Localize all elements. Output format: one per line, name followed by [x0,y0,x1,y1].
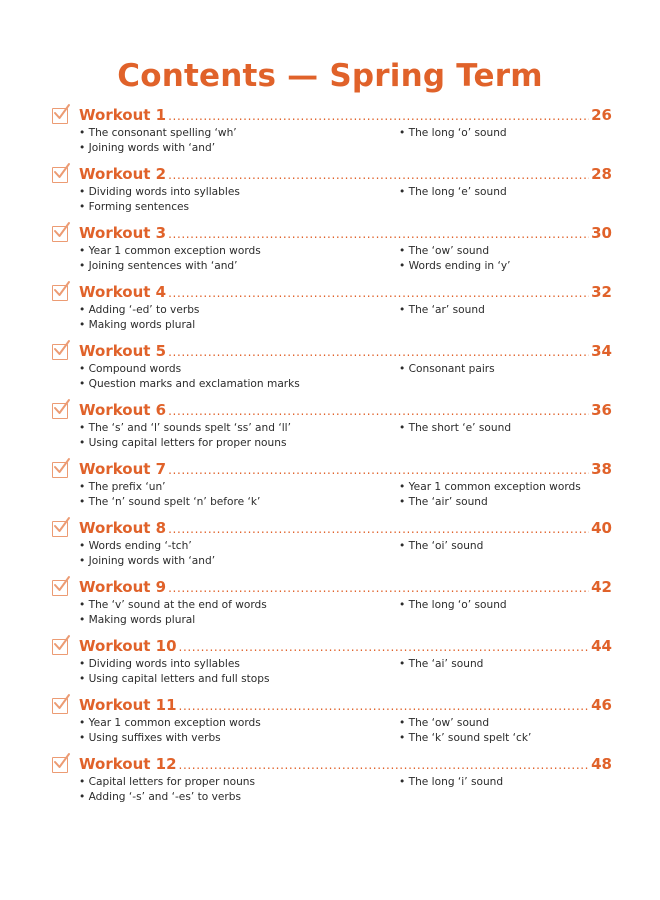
topic-column-left [79,126,389,156]
dot-leader [179,699,590,713]
page-number: 42 [591,578,612,596]
topic-column-right [399,480,639,510]
dot-leader [168,109,589,123]
topic-item: • The ‘n’ sound spelt ‘n’ before ‘k’ [79,496,261,508]
topic-column-right [399,539,639,554]
topic-item: • Year 1 common exception words [79,245,261,257]
workout-title: Workout 5 [79,342,167,360]
topic-item: • Making words plural [79,614,196,626]
dot-leader [168,227,589,241]
topic-item: • Making words plural [79,319,196,331]
entry-heading[interactable] [79,165,612,183]
checkbox[interactable] [52,108,68,124]
checkmark-icon [52,162,72,182]
dot-leader [168,404,589,418]
topic-column-left [79,244,389,274]
entry-heading[interactable] [79,106,612,124]
topic-item: • The ‘ai’ sound [399,658,484,670]
topic-item: • The ‘oi’ sound [399,540,484,552]
dot-leader [168,463,589,477]
topic-item: • The ‘ow’ sound [399,245,490,257]
topic-item: • The long ‘o’ sound [399,127,507,139]
topic-item: • Consonant pairs [399,363,495,375]
contents-entry [50,283,612,342]
topic-item: • The short ‘e’ sound [399,422,512,434]
topic-item: • Year 1 common exception words [79,717,261,729]
topic-item: • Compound words [79,363,182,375]
entry-heading[interactable] [79,519,612,537]
dot-leader [168,286,589,300]
topic-item: • Forming sentences [79,201,190,213]
topic-item: • The long ‘o’ sound [399,599,507,611]
checkbox[interactable] [52,167,68,183]
checkmark-icon [52,634,72,654]
topic-column-left [79,303,389,333]
page-number: 36 [591,401,612,419]
topic-column-right [399,126,639,141]
topic-item: • The ‘k’ sound spelt ‘ck’ [399,732,532,744]
topic-item: • Capital letters for proper nouns [79,776,256,788]
checkbox[interactable] [52,285,68,301]
page-number: 34 [591,342,612,360]
topic-column-right [399,421,639,436]
topic-column-right [399,598,639,613]
page-number: 46 [591,696,612,714]
checkbox[interactable] [52,698,68,714]
topic-column-right [399,657,639,672]
checkmark-icon [52,752,72,772]
contents-entry [50,578,612,637]
checkbox[interactable] [52,639,68,655]
topic-column-right [399,362,639,377]
page-title: Contents — Spring Term [117,58,543,94]
topic-item: • The ‘s’ and ‘l’ sounds spelt ‘ss’ and ‘ll’ [79,422,291,434]
checkbox[interactable] [52,462,68,478]
topic-item: • The long ‘e’ sound [399,186,507,198]
checkbox[interactable] [52,580,68,596]
dot-leader [168,168,589,182]
topic-column-left [79,362,389,392]
topic-item: • The long ‘i’ sound [399,776,504,788]
workout-title: Workout 10 [79,637,177,655]
checkbox[interactable] [52,344,68,360]
dot-leader [168,522,589,536]
topic-item: • The ‘v’ sound at the end of words [79,599,267,611]
page-number: 32 [591,283,612,301]
topic-item: • Using capital letters for proper nouns [79,437,287,449]
dot-leader [168,345,589,359]
page-number: 40 [591,519,612,537]
checkmark-icon [52,221,72,241]
dot-leader [168,581,589,595]
checkmark-icon [52,280,72,300]
entry-heading[interactable] [79,342,612,360]
workout-title: Workout 8 [79,519,167,537]
topic-item: • Dividing words into syllables [79,658,240,670]
topic-item: • Words ending ‘-tch’ [79,540,192,552]
topic-column-left [79,775,389,805]
workout-title: Workout 6 [79,401,167,419]
contents-entry [50,696,612,755]
checkmark-icon [52,398,72,418]
checkmark-icon [52,339,72,359]
page-number: 44 [591,637,612,655]
checkmark-icon [52,457,72,477]
entry-heading[interactable] [79,637,612,655]
entry-heading[interactable] [79,696,612,714]
page-number: 28 [591,165,612,183]
topic-column-right [399,303,639,318]
contents-entry [50,460,612,519]
contents-entry [50,401,612,460]
topic-column-left [79,421,389,451]
page-number: 30 [591,224,612,242]
topic-item: • The consonant spelling ‘wh’ [79,127,237,139]
workout-title: Workout 2 [79,165,167,183]
contents-entry [50,637,612,696]
contents-entry [50,755,612,814]
topic-item: • Using suffixes with verbs [79,732,221,744]
topic-column-left [79,480,389,510]
entry-heading[interactable] [79,755,612,773]
checkmark-icon [52,516,72,536]
topic-item: • Using capital letters and full stops [79,673,270,685]
dot-leader [179,640,590,654]
checkbox[interactable] [52,403,68,419]
topic-item: • Adding ‘-ed’ to verbs [79,304,200,316]
checkmark-icon [52,103,72,123]
topic-item: • Joining words with ‘and’ [79,555,216,567]
workout-title: Workout 12 [79,755,177,773]
contents-entry [50,106,612,165]
topic-column-left [79,539,389,569]
contents-entry [50,224,612,283]
workout-title: Workout 9 [79,578,167,596]
topic-column-right [399,716,639,746]
checkmark-icon [52,693,72,713]
entry-heading[interactable] [79,283,612,301]
entry-heading[interactable] [79,401,612,419]
topic-item: • The ‘air’ sound [399,496,488,508]
topic-item: • Question marks and exclamation marks [79,378,300,390]
entry-heading[interactable] [79,578,612,596]
page-number: 38 [591,460,612,478]
topic-item: • Adding ‘-s’ and ‘-es’ to verbs [79,791,241,803]
topic-item: • Words ending in ‘y’ [399,260,511,272]
entry-heading[interactable] [79,460,612,478]
workout-title: Workout 3 [79,224,167,242]
dot-leader [179,758,590,772]
checkbox[interactable] [52,521,68,537]
topic-column-right [399,244,639,274]
topic-column-right [399,775,639,790]
topic-item: • Joining sentences with ‘and’ [79,260,238,272]
workout-title: Workout 4 [79,283,167,301]
contents-entry [50,342,612,401]
contents-list [50,106,612,814]
page-number: 48 [591,755,612,773]
workout-title: Workout 11 [79,696,177,714]
workout-title: Workout 7 [79,460,167,478]
contents-entry [50,165,612,224]
topic-column-right [399,185,639,200]
topic-item: • The prefix ‘un’ [79,481,166,493]
checkmark-icon [52,575,72,595]
checkbox[interactable] [52,226,68,242]
workout-title: Workout 1 [79,106,167,124]
entry-heading[interactable] [79,224,612,242]
topic-item: • The ‘ar’ sound [399,304,485,316]
contents-entry [50,519,612,578]
topic-column-left [79,598,389,628]
topic-column-left [79,657,389,687]
topic-item: • Year 1 common exception words [399,481,581,493]
page-number: 26 [591,106,612,124]
topic-column-left [79,716,389,746]
topic-item: • Joining words with ‘and’ [79,142,216,154]
checkbox[interactable] [52,757,68,773]
topic-column-left [79,185,389,215]
topic-item: • Dividing words into syllables [79,186,240,198]
topic-item: • The ‘ow’ sound [399,717,490,729]
